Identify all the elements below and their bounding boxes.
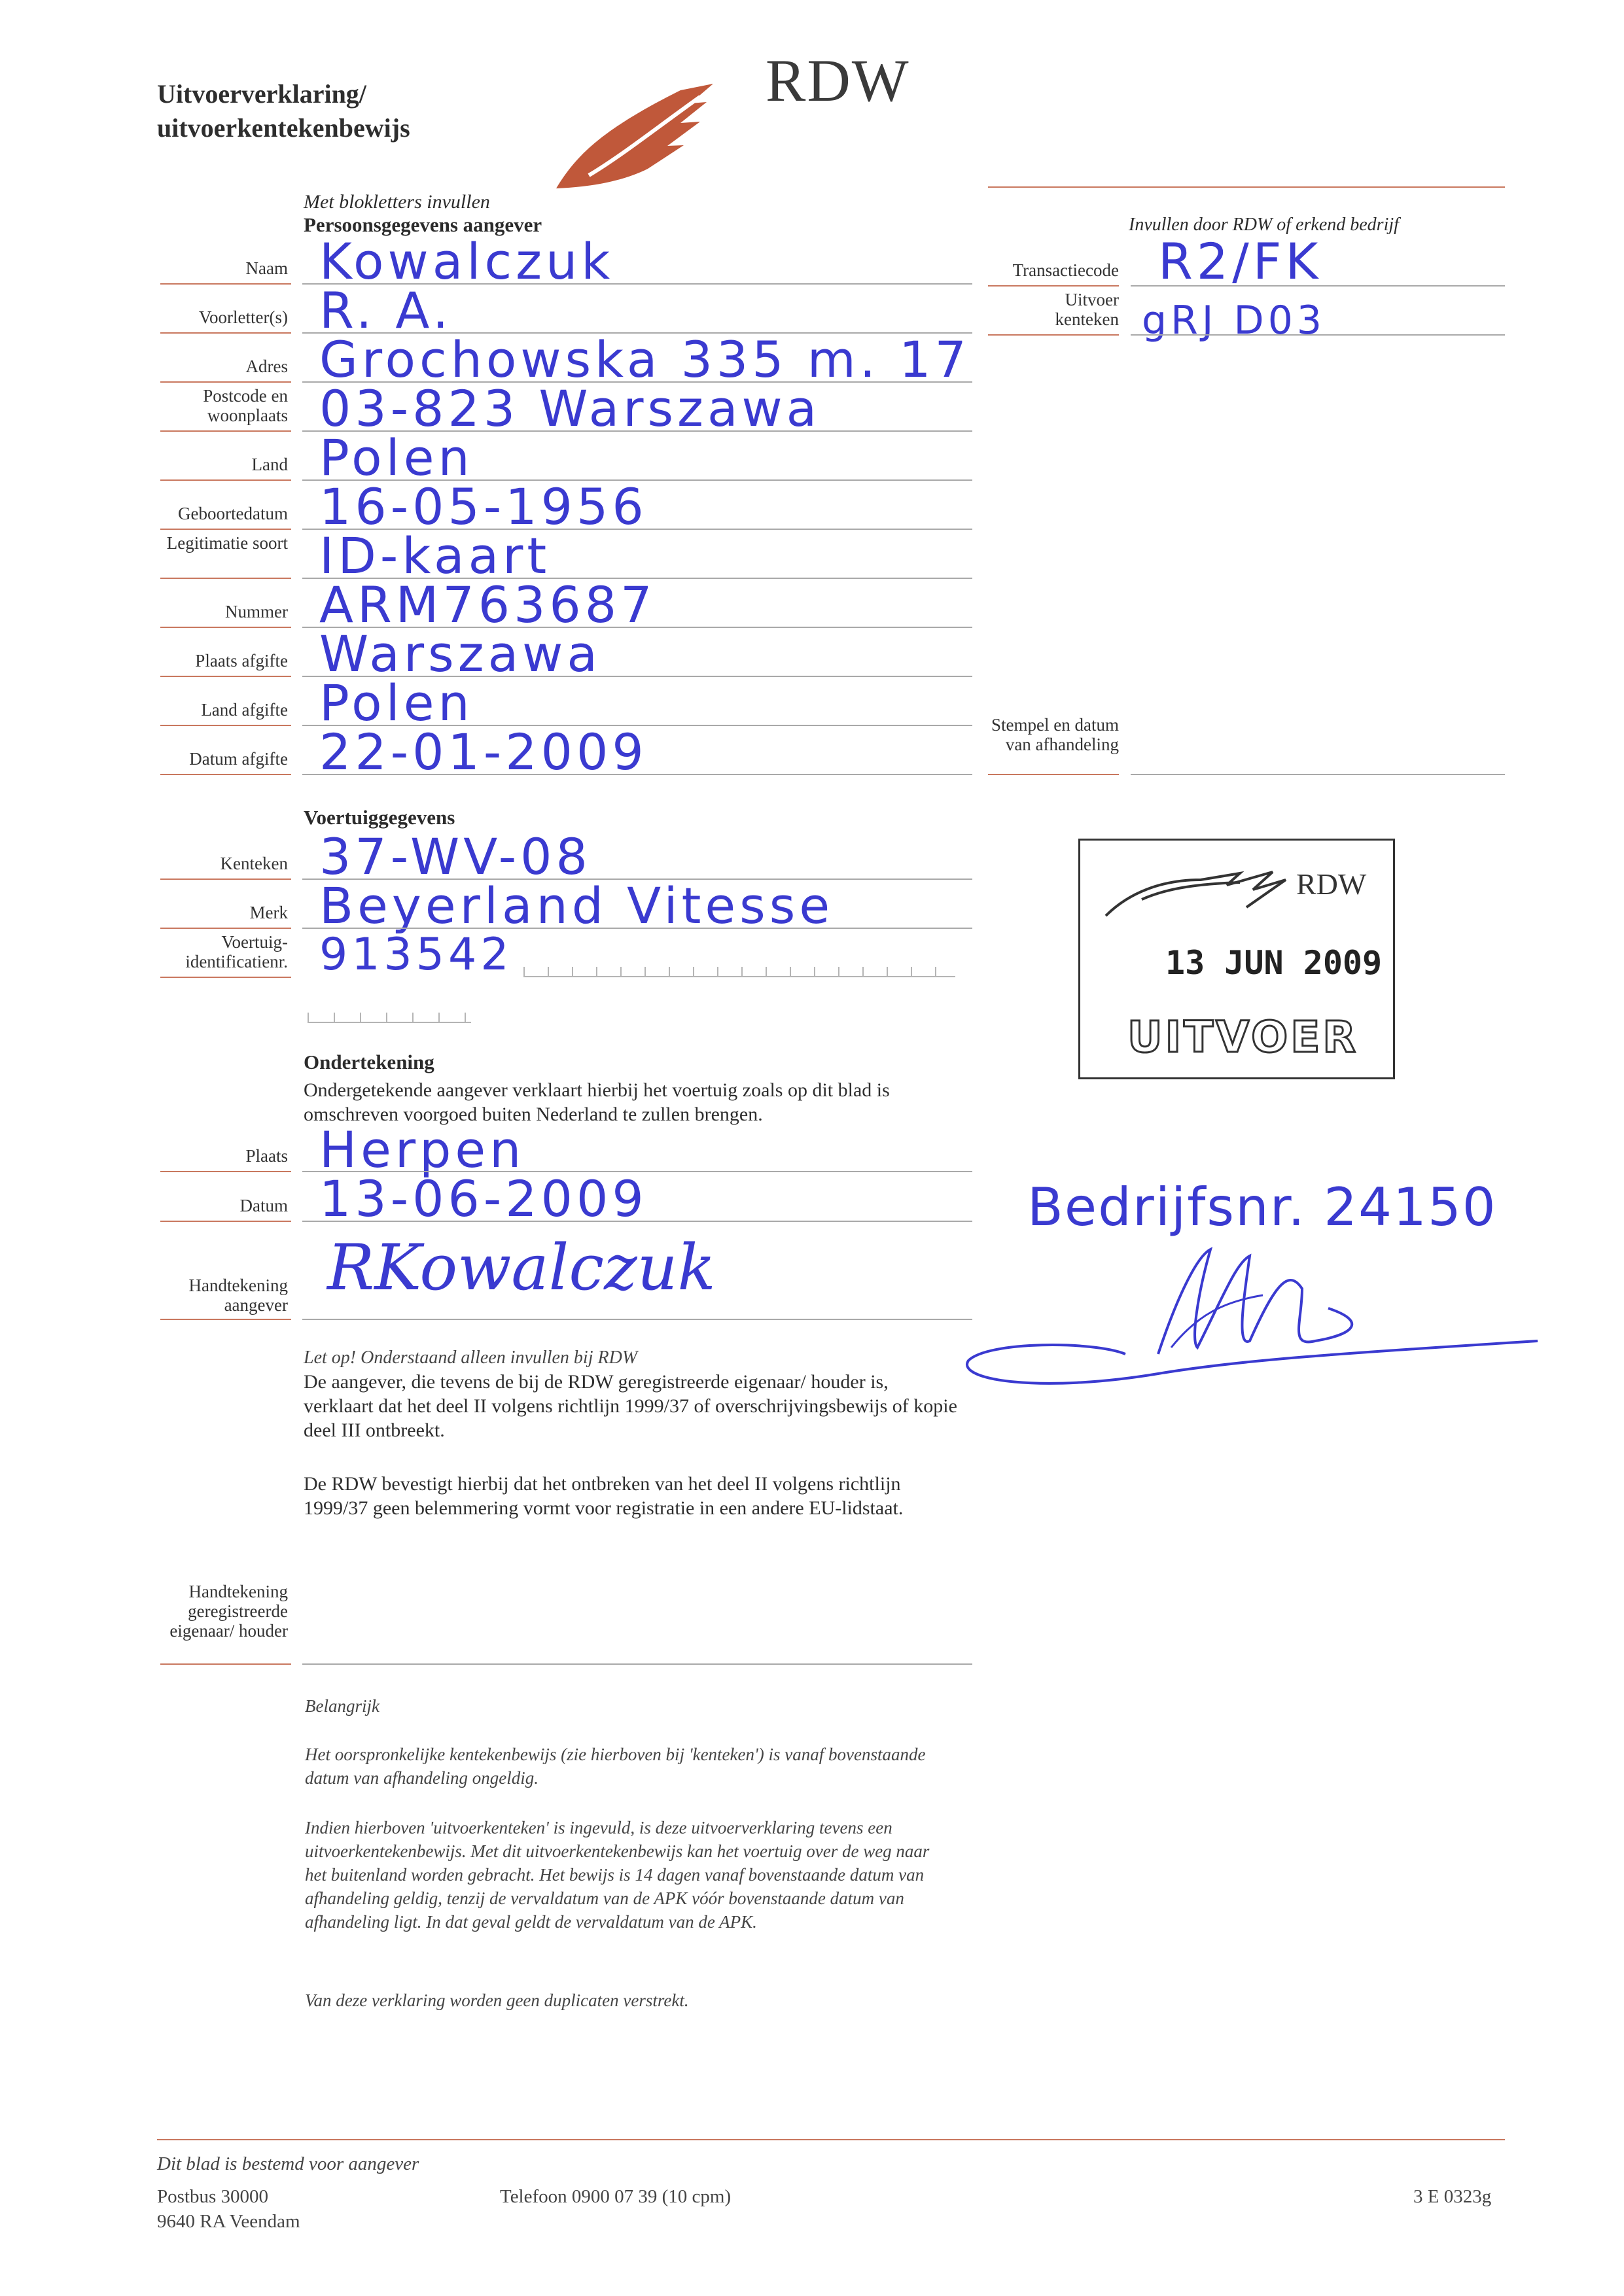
footer-phone: Telefoon 0900 07 39 (10 cpm) (500, 2186, 732, 2207)
field-land-afgifte[interactable]: Polen (319, 674, 474, 732)
label-datum: Datum (239, 1196, 288, 1215)
footer-address-2: 9640 RA Veendam (157, 2211, 300, 2232)
field-legitimatie[interactable]: ID-kaart (319, 527, 551, 585)
label-nummer: Nummer (225, 602, 288, 621)
vin-boxes-row2 (308, 1013, 471, 1023)
label-kenteken: Kenteken (220, 854, 288, 873)
label-plaats: Plaats (245, 1146, 288, 1166)
form-title (157, 77, 410, 145)
signature-aangever: RKowalczuk (327, 1231, 716, 1304)
section-vehicle-heading: Voertuiggegevens (304, 806, 455, 829)
stamp-brand: RDW (1296, 867, 1367, 901)
footer-address-1: Postbus 30000 (157, 2186, 269, 2207)
field-merk[interactable]: Beyerland Vitesse (319, 877, 834, 935)
important-p2: Indien hierboven 'uitvoerkenteken' is ingevuld, is deze uitvoerverklaring tevens een uitvoerkentekenbewijs. Met dit uitvoerkentekenbewijs kan het voertuig over de weg naar het buitenland worden gebracht. Het bewijs is 14 dagen vanaf bovenstaande datum van afhandeling geldig, tenzij de vervaldatum van de APK vóór bovenstaande datum van afhandeling ligt. In dat geval geldt de vervaldatum van de APK. (305, 1818, 930, 1932)
label-handtekening-owner: Handtekening geregistreerde eigenaar/ houder (169, 1582, 288, 1641)
letop-text: De aangever, die tevens de bij de RDW geregistreerde eigenaar/ houder is, verklaart dat het deel II volgens richtlijn 1999/37 of overschrijvingsbewijs of kopie deel III ontbreekt. (304, 1371, 957, 1441)
label-stempel: Stempel en datum van afhandeling (991, 715, 1119, 754)
field-plaats[interactable]: Herpen (319, 1121, 525, 1179)
field-datum-afgifte[interactable]: 22-01-2009 (319, 723, 648, 781)
label-legitimatie: Legitimatie soort (166, 533, 288, 553)
vin-boxes (523, 967, 955, 977)
label-vin: Voertuig-identificatienr. (185, 932, 288, 971)
stamp-date: 13 JUN 2009 (1165, 944, 1383, 982)
stamp-logo-icon (1103, 860, 1292, 919)
title-line-1: Uitvoerverklaring/ (157, 79, 366, 109)
rdw-logo-icon (550, 77, 720, 195)
section-sign-heading: Ondertekening (304, 1051, 434, 1073)
brand-name: RDW (766, 47, 910, 114)
label-handtekening: Handtekening aangever (188, 1276, 288, 1315)
field-geboortedatum[interactable]: 16-05-1956 (319, 478, 648, 536)
letop-title: Let op! Onderstaand alleen invullen bij RDW (304, 1348, 638, 1368)
label-merk: Merk (249, 903, 288, 922)
bedrijf-number: Bedrijfsnr. 24150 (1027, 1177, 1497, 1238)
field-kenteken[interactable]: 37-WV-08 (319, 827, 591, 886)
label-land: Land (251, 455, 288, 474)
label-postcode: Postcode en woonplaats (203, 386, 288, 425)
field-uitvoer-kenteken[interactable]: gRJ D03 (1142, 298, 1326, 343)
stamp-word: UITVOER (1127, 1012, 1359, 1062)
rdw-stamp (1078, 839, 1395, 1079)
important-p1: Het oorspronkelijke kentekenbewijs (zie hierboven bij 'kenteken') is vanaf bovenstaande datum van afhandeling ongeldig. (305, 1745, 926, 1788)
field-naam[interactable]: Kowalczuk (319, 232, 614, 290)
signature-rdw (962, 1243, 1551, 1400)
right-header: Invullen door RDW of erkend bedrijf (1129, 215, 1399, 235)
rdw-text: De RDW bevestigt hierbij dat het ontbreken van het deel II volgens richtlijn 1999/37 geen belemmering vormt voor registratie in een andere EU-lidstaat. (304, 1473, 904, 1519)
section-person-heading: Persoonsgegevens aangever (304, 213, 542, 236)
label-geboortedatum: Geboortedatum (178, 504, 288, 523)
field-vin[interactable]: 913542 (319, 929, 513, 981)
sign-text: Ondergetekende aangever verklaart hierbij het voertuig zoals op dit blad is omschreven voorgoed buiten Nederland te zullen brengen. (304, 1079, 890, 1125)
important-p3: Van deze verklaring worden geen duplicaten verstrekt. (305, 1991, 689, 2010)
field-plaats-afgifte[interactable]: Warszawa (319, 625, 601, 683)
label-naam: Naam (245, 258, 288, 278)
field-voorletters[interactable]: R. A. (319, 281, 453, 339)
footer-code: 3 E 0323g (1413, 2186, 1492, 2207)
label-plaats-afgifte: Plaats afgifte (195, 651, 288, 670)
label-voorletters: Voorletter(s) (199, 307, 288, 327)
footer-note: Dit blad is bestemd voor aangever (157, 2153, 419, 2174)
field-land[interactable]: Polen (319, 428, 474, 487)
field-nummer[interactable]: ARM763687 (319, 576, 656, 634)
label-land-afgifte: Land afgifte (201, 700, 288, 720)
label-datum-afgifte: Datum afgifte (189, 749, 288, 769)
field-datum[interactable]: 13-06-2009 (319, 1170, 648, 1228)
title-line-2: uitvoerkentekenbewijs (157, 113, 410, 143)
important-title: Belangrijk (305, 1696, 380, 1716)
instruction-text: Met blokletters invullen (304, 191, 490, 213)
label-transactiecode: Transactiecode (1012, 260, 1119, 280)
field-transactiecode[interactable]: R2/FK (1158, 232, 1322, 290)
field-adres[interactable]: Grochowska 335 m. 17 (319, 330, 970, 389)
label-uitvoer-kenteken: Uitvoer kenteken (1055, 290, 1119, 329)
field-postcode[interactable]: 03-823 Warszawa (319, 379, 821, 438)
label-adres: Adres (245, 357, 288, 376)
